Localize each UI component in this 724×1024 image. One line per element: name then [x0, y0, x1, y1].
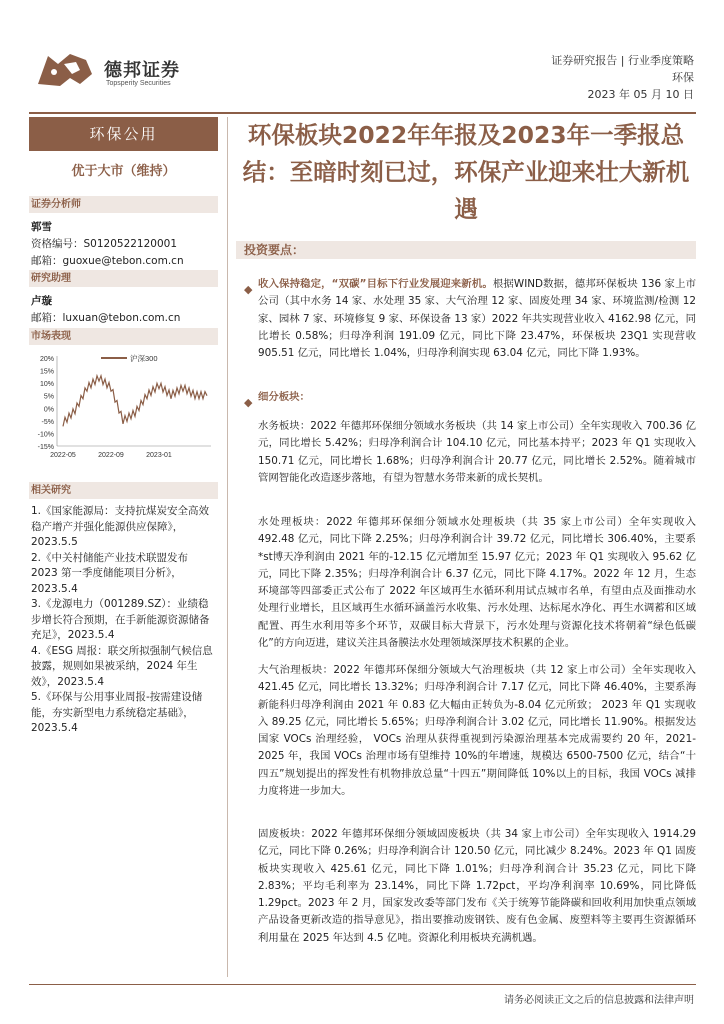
y-tick-label: -5%	[41, 418, 54, 426]
x-tick-label: 2022-05	[50, 452, 76, 459]
y-tick-label: 5%	[43, 393, 54, 401]
bullet-icon: ◆	[244, 283, 253, 296]
related-item[interactable]: 2.《中关村储能产业技术联盟发布 2023 第一季度储能项目分析》，2023.5.4	[31, 551, 189, 595]
assistant-heading: 研究助理	[29, 270, 218, 287]
related-research-list	[31, 504, 218, 737]
summary-highlight: 收入保持稳定，“双碳”目标下行业发展迎来新机。	[258, 278, 493, 290]
summary-body: 根据WIND数据，德邦环保板块 136 家上市公司（其中水务 14 家、水处理 35 家、大气治理 12 家、固废处理 34 家、环境监测/检测 12 家、园林 7 家、环境修复 9 家、环保设备 13 家）2022 年共实现营业收入 4162.98 亿元，同比增长 0.58%；归母净利润 191.09 亿元，同比下降 23.47%，环保板块 23Q1 实现营收 905.51 亿元，同比增长 1.04%，归母净利润实现 63.04 亿元，同比下降 1.93%。	[258, 278, 696, 360]
report-title: 环保板块2022年年报及2023年一季报总结：至暗时刻已过，环保产业迎来壮大新机遇	[242, 121, 690, 223]
y-tick-label: 20%	[39, 356, 54, 363]
segments-heading: 细分板块：	[258, 391, 310, 403]
footer-divider	[29, 984, 696, 985]
report-type: 证券研究报告 | 行业季度策略	[551, 54, 694, 67]
bullet-icon: ◆	[244, 396, 253, 409]
air-paragraph: 大气治理板块：2022 年德邦环保细分领域大气治理板块（共 12 家上市公司）全年实现收入 421.45 亿元，同比增长 13.32%；归母净利润合计 7.17 亿元，同比下降 46.40%，主要系海新能科归母净利润由 2021 年 0.83 亿大幅由正转负为-8.04 亿元所致； 2023 年 Q1 实现收入 89.25 亿元，同比增长 5.65%；归母净利润合计 3.02 亿元，同比增长 11.90%。根据发达国家 VOCs 治理经验， VOCs 治理从获得重视到污染源治理基本完成需要约 20 年，2021-2025 年，我国 VOCs 治理市场有望维持 10%的年增速，规模达 6500-7500 亿元，结合“十四五”规划提出的挥发性有机物排放总量“十四五”期间降低 10%以上的目标，我国 VOCs 减排力度将进一步加大。	[258, 664, 696, 798]
analyst-cert: 资格编号：S0120522120001	[31, 238, 178, 250]
report-industry: 环保	[672, 71, 694, 84]
x-tick-label: 2022-09	[98, 452, 124, 459]
related-item[interactable]: 1.《国家能源局：支持抗煤炭安全高效稳产增产并强化能源供应保障》，2023.5.5	[31, 505, 210, 548]
market-performance-chart	[29, 350, 218, 468]
sector-label: 环保公用	[29, 117, 218, 151]
report-date: 2023 年 05 月 10 日	[587, 88, 694, 101]
solid-waste-paragraph: 固废板块：2022 年德邦环保细分领域固废板块（共 34 家上市公司）全年实现收入 1914.29 亿元，同比下降 0.26%；归母净利润合计 120.50 亿元，同比减少 8.24%。2023 年 Q1 固废板块实现收入 425.61 亿元，同比下降 1.01%；归母净利润合计 35.23 亿元，同比下降 2.83%；平均毛利率为 23.14%，同比下降 1.72pct，平均净利润率 10.69%，同比降低 1.29pct。2023 年 2 月，国家发改委等部门发布《关于统筹节能降碳和回收利用加快重点领域产品设备更新改造的指导意见》，指出要推动废钢铁、废有色金属、废塑料等主要再生资源循环利用量在 2025 年达到 4.5 亿吨。资源化利用板块充满机遇。	[258, 828, 696, 944]
legend-label: 沪深300	[130, 354, 158, 363]
rating: 优于大市（维持）	[71, 164, 176, 179]
related-heading: 相关研究	[29, 482, 218, 499]
y-tick-label: -10%	[37, 431, 54, 439]
brand-name-en: Topsperity Securities	[106, 80, 171, 87]
footer-disclaimer[interactable]: 请务必阅读正文之后的信息披露和法律声明	[504, 995, 694, 1006]
summary-paragraph	[258, 276, 696, 362]
x-tick-label: 2023-01	[146, 452, 172, 459]
related-item[interactable]: 5.《环保与公用事业周报-按需建设储能，夯实新型电力系统稳定基础》，2023.5.4	[31, 691, 203, 734]
brand-name: 德邦证券	[104, 60, 180, 81]
analyst-email[interactable]: 邮箱：guoxue@tebon.com.cn	[31, 255, 184, 267]
y-tick-label: -15%	[37, 444, 54, 451]
analyst-name: 郭雪	[31, 221, 52, 233]
y-tick-label: 15%	[39, 368, 54, 376]
water-treatment-paragraph: 水处理板块：2022 年德邦环保细分领域水处理板块（共 35 家上市公司）全年实现收入 492.48 亿元，同比下降 2.25%；归母净利润合计 39.72 亿元，同比增长 306.40%，主要系*st博天净利润由 2021 年的-12.15 亿元增加至 15.97 亿元；2023 年 Q1 实现收入 95.62 亿元，同比下降 2.35%；归母净利润合计 6.37 亿元，同比下降 4.17%。2022 年 12 月，生态环境部等四部委正式公布了 2022 年区域再生水循环利用试点城市名单，有望由点及面推动水处理行业增长，且区域再生水循环涵盖污水收集、污水处理、达标尾水净化、再生水调蓄和区域配置、再生水利用等多个环节，双碳目标大背景下，污水处理与资源化技术将朝着“绿色低碳化”的方向迈进，建议关注具备膜法水处理领域深厚技术积累的企业。	[258, 516, 696, 650]
market-heading: 市场表现	[29, 328, 218, 345]
column-divider	[227, 117, 228, 977]
y-tick-label: 0%	[43, 406, 54, 414]
header-divider	[29, 112, 696, 114]
analyst-heading: 证券分析师	[29, 196, 218, 213]
assistant-name: 卢璇	[31, 295, 52, 307]
key-points-heading: 投资要点：	[236, 241, 696, 259]
water-paragraph: 水务板块：2022 年德邦环保细分领域水务板块（共 14 家上市公司）全年实现收入 700.36 亿元，同比增长 5.42%；归母净利润合计 104.10 亿元，同比基本持平；2023 年 Q1 实现收入 150.71 亿元，同比增长 1.68%；归母净利润合计 20.77 亿元，同比增长 2.52%。随着城市管网智能化改造逐步落地，有望为智慧水务带来新的成长契机。	[258, 420, 696, 484]
related-item[interactable]: 3.《龙源电力（001289.SZ）：业绩稳步增长符合预期，在手新能源资源储备充足》，2023.5.4	[31, 598, 210, 641]
report-meta	[551, 52, 694, 103]
related-item[interactable]: 4.《ESG 周报：联交所拟强制气候信息披露，规则如果被采纳，2024 年生效》，2023.5.4	[31, 644, 213, 688]
brand-logo-icon	[34, 50, 96, 90]
assistant-email[interactable]: 邮箱：luxuan@tebon.com.cn	[31, 312, 181, 324]
y-tick-label: 10%	[39, 381, 54, 389]
series-line-hs300	[63, 376, 207, 427]
